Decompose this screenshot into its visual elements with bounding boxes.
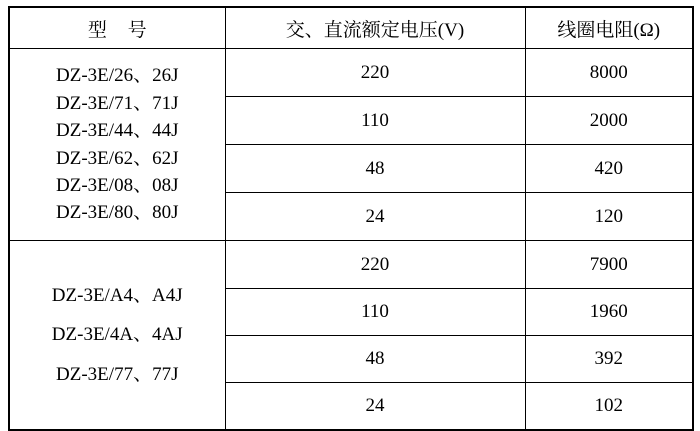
model-group-2 [9, 241, 225, 431]
specification-table [8, 6, 694, 431]
model-name: DZ-3E/26、26J [56, 65, 179, 87]
header-model: 型 号 [9, 7, 225, 49]
voltage-value: 48 [225, 336, 525, 383]
voltage-value: 220 [225, 49, 525, 97]
resistance-value: 7900 [525, 241, 693, 289]
resistance-value: 1960 [525, 289, 693, 336]
model-name: DZ-3E/62、62J [56, 147, 179, 169]
voltage-value: 24 [225, 193, 525, 241]
resistance-value: 8000 [525, 49, 693, 97]
resistance-value: 2000 [525, 97, 693, 145]
voltage-value: 220 [225, 241, 525, 289]
voltage-value: 48 [225, 145, 525, 193]
model-group-1 [9, 49, 225, 241]
header-voltage: 交、直流额定电压(V) [225, 7, 525, 49]
voltage-value: 110 [225, 289, 525, 336]
voltage-value: 110 [225, 97, 525, 145]
model-name: DZ-3E/77、77J [56, 363, 179, 385]
model-name: DZ-3E/71、71J [56, 92, 179, 114]
model-name: DZ-3E/4A、4AJ [51, 324, 183, 346]
table-row [9, 241, 693, 289]
model-name: DZ-3E/80、80J [56, 202, 179, 224]
voltage-value: 24 [225, 383, 525, 431]
header-resistance: 线圈电阻(Ω) [525, 7, 693, 49]
model-name: DZ-3E/44、44J [56, 120, 179, 142]
table-row [9, 49, 693, 97]
resistance-value: 420 [525, 145, 693, 193]
resistance-value: 392 [525, 336, 693, 383]
resistance-value: 102 [525, 383, 693, 431]
resistance-value: 120 [525, 193, 693, 241]
model-name: DZ-3E/08、08J [56, 174, 179, 196]
model-name: DZ-3E/A4、A4J [51, 284, 183, 306]
table-header-row [9, 7, 693, 49]
